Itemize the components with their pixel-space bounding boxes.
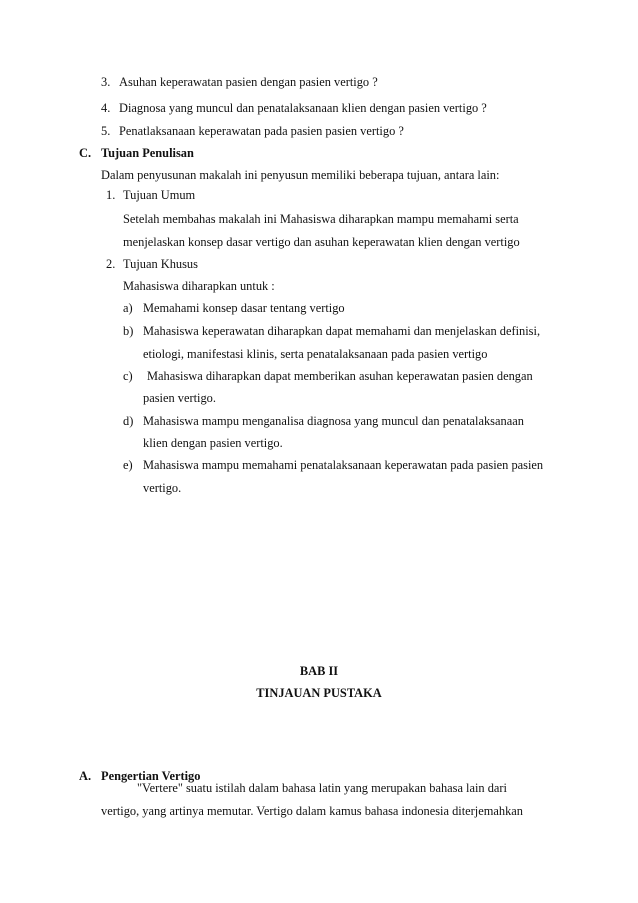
item-label: d): [123, 414, 134, 428]
section-c-label: C.: [79, 146, 92, 160]
chapter-number: BAB II: [299, 664, 339, 678]
tujuan-umum-heading: Tujuan Umum: [123, 188, 196, 202]
list-item: Penatlaksanaan keperawatan pada pasien pasien vertigo ?: [119, 124, 404, 138]
list-item: vertigo.: [143, 481, 182, 495]
item-label: b): [123, 324, 134, 338]
section-a-label: A.: [79, 769, 92, 783]
list-item: pasien vertigo.: [143, 391, 216, 405]
list-item: Memahami konsep dasar tentang vertigo: [143, 301, 345, 315]
list-number: 5.: [101, 124, 111, 138]
item-label: e): [123, 458, 133, 472]
list-item: Mahasiswa keperawatan diharapkan dapat memahami dan menjelaskan definisi,: [143, 324, 541, 338]
list-item: klien dengan pasien vertigo.: [143, 436, 283, 450]
list-item: Mahasiswa mampu menganalisa diagnosa yang muncul dan penatalaksanaan: [143, 414, 524, 428]
paragraph-line: menjelaskan konsep dasar vertigo dan asuhan keperawatan klien dengan vertigo: [123, 235, 520, 249]
list-item: etiologi, manifestasi klinis, serta penatalaksanaan pada pasien vertigo: [143, 347, 488, 361]
section-c-heading: Tujuan Penulisan: [101, 146, 194, 160]
list-number: 3.: [101, 75, 111, 89]
paragraph-line: Mahasiswa diharapkan untuk :: [123, 279, 275, 293]
item-label: c): [123, 369, 133, 383]
list-number: 2.: [106, 257, 116, 271]
list-item: Mahasiswa mampu memahami penatalaksanaan keperawatan pada pasien pasien: [143, 458, 544, 472]
list-number: 1.: [106, 188, 116, 202]
section-c-intro: Dalam penyusunan makalah ini penyusun memiliki beberapa tujuan, antara lain:: [101, 168, 500, 182]
list-item: Diagnosa yang muncul dan penatalaksanaan klien dengan pasien vertigo ?: [119, 101, 487, 115]
paragraph-line: Setelah membahas makalah ini Mahasiswa diharapkan mampu memahami serta: [123, 212, 519, 226]
paragraph-line: vertigo, yang artinya memutar. Vertigo dalam kamus bahasa indonesia diterjemahkan: [101, 804, 523, 818]
section-a-heading: Pengertian Vertigo: [101, 769, 201, 783]
list-item: Asuhan keperawatan pasien dengan pasien vertigo ?: [119, 75, 378, 89]
paragraph-line: "Vertere" suatu istilah dalam bahasa latin yang merupakan bahasa lain dari: [137, 781, 507, 795]
list-item: Mahasiswa diharapkan dapat memberikan asuhan keperawatan pasien dengan: [147, 369, 533, 383]
tujuan-khusus-heading: Tujuan Khusus: [123, 257, 198, 271]
item-label: a): [123, 301, 133, 315]
chapter-title: TINJAUAN PUSTAKA: [256, 686, 382, 700]
list-number: 4.: [101, 101, 111, 115]
